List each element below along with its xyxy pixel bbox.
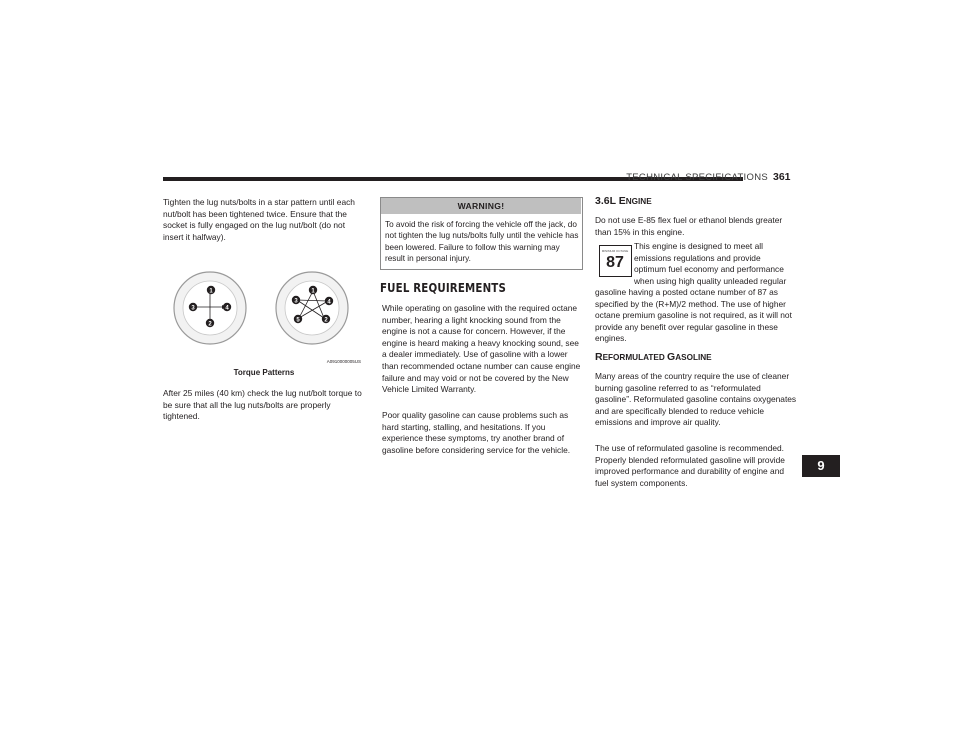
wheel-five-lug <box>276 272 348 344</box>
lug-nut-intro: Tighten the lug nuts/bolts in a star pattern until each nut/bolt has been tightened twice. Ensure that the socket is fully engaged on the lug nut/bolt (do not insert it halfway). <box>163 197 355 242</box>
lug-label: 4 <box>225 305 229 312</box>
lug-label: 2 <box>324 317 328 324</box>
warning-text: To avoid the risk of forcing the vehicle off the jack, do not tighten the lug nuts/bolts fully until the vehicle has been lowered. Failure to follow this warning may result in personal injury. <box>385 220 579 264</box>
section-title: TECHNICAL SPECIFICATIONS <box>626 172 768 183</box>
after-figure-text: After 25 miles (40 km) check the lug nut/bolt torque to be sure that all the lug nuts/bolts are properly tightened. <box>163 388 362 422</box>
engine-paragraph-2-wrap: This engine is designed to meet all emissions regulations and provide optimum fuel economy and performance when using high quality unleaded regular <box>634 241 787 286</box>
page-number: 361 <box>773 171 791 183</box>
torque-pattern-figure <box>170 270 362 370</box>
fuel-paragraph-1: While operating on gasoline with the required octane number, hearing a light knocking sound from the engine is not a cause for concern. However, if the engine is heard making a heavy knocking sound, see a dealer immediately. Use of gasoline with a lower than recommended octane number can cause engine failure and may void or not be covered by the New Vehicle Limited Warranty. <box>382 303 581 395</box>
octane-label-text: MINIMUM OCTANE <box>601 249 629 253</box>
figure-code: A0910000005US <box>326 359 361 364</box>
lug-label: 4 <box>327 299 331 306</box>
fuel-paragraph-2: Poor quality gasoline can cause problems such as hard starting, stalling, and hesitations. If you experience these symptoms, try another brand of gasoline before considering service for the vehicle. <box>382 410 571 455</box>
engine-heading: 3.6L ENGINE <box>595 195 652 207</box>
chapter-tab[interactable]: 9 <box>802 455 840 477</box>
engine-paragraph-1: Do not use E-85 flex fuel or ethanol blends greater than 15% in this engine. <box>595 215 783 237</box>
figure-caption: Torque Patterns <box>233 368 295 377</box>
warning-title: WARNING! <box>381 198 581 214</box>
lug-label: 3 <box>294 298 298 305</box>
engine-paragraph-2: gasoline having a posted octane number of 87 as specified by the (R+M)/2 method. The use of higher octane premium gasoline is not required, as it will not provide any benefit over regular gasoline in these engines. <box>595 287 792 344</box>
lug-label: 2 <box>208 321 212 328</box>
octane-value: 87 <box>606 254 624 271</box>
reformulated-gasoline-heading: REFORMULATED GASOLINE <box>595 351 712 363</box>
lug-label: 3 <box>191 305 195 312</box>
fuel-requirements-heading: FUEL REQUIREMENTS <box>380 280 507 295</box>
lug-label: 5 <box>296 317 300 324</box>
reformulated-paragraph-2: The use of reformulated gasoline is recommended. Properly blended reformulated gasoline will provide improved performance and durability of engine and fuel system components. <box>595 443 785 488</box>
lug-label: 1 <box>209 288 213 295</box>
reformulated-paragraph-1: Many areas of the country require the use of cleaner burning gasoline referred to as “reformulated gasoline”. Reformulated gasoline contains oxygenates and are specifically blended to reduce vehicle emissions and improve air quality. <box>595 371 797 428</box>
wheel-four-lug <box>174 272 246 344</box>
lug-label: 1 <box>311 288 315 295</box>
